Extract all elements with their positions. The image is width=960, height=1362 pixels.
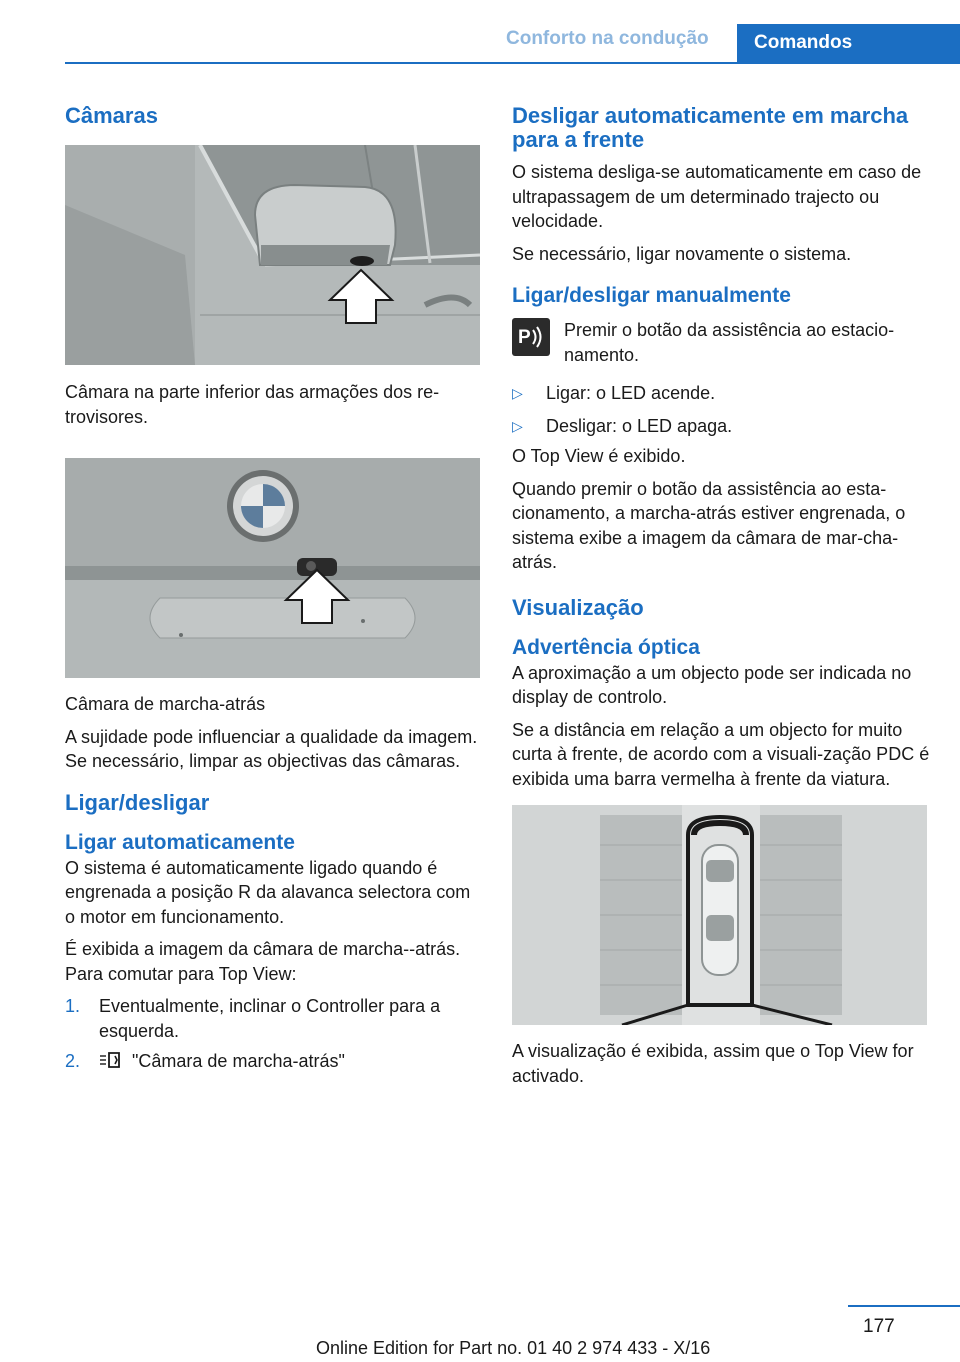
camera-symbol-icon	[99, 1050, 127, 1077]
camera-dirt-text: A sujidade pode influenciar a qualidade da imagem. Se necessário, limpar as objectivas das câmaras.	[65, 726, 478, 771]
footer-rule	[848, 1305, 960, 1307]
step-number: 1.	[65, 996, 81, 1016]
subsection-title-warning: Advertência óptica	[512, 635, 700, 659]
subsection-title-auto-on: Ligar automaticamente	[65, 830, 295, 854]
section-title-auto-off: Desligar automaticamente em marcha para a frente	[512, 103, 909, 152]
topview-text: O Top View é exibido.	[512, 446, 686, 466]
list-item	[65, 994, 483, 1043]
header-section-title: Conforto na condução	[506, 28, 709, 49]
page-number: 177	[863, 1316, 895, 1337]
top-view-image	[512, 805, 927, 1025]
section-title-cameras: Câmaras	[65, 103, 158, 128]
footer-edition: Online Edition for Part no. 01 40 2 974 433 - X/16	[316, 1338, 711, 1358]
warning-text-2: Se a distância em relação a um objecto for muito curta à frente, de acordo com a visuali‐zação PDC é exibida uma barra vermelha à frente da viatura.	[512, 719, 930, 789]
warning-text-1: A aproximação a um objecto pode ser indicada no display de controlo.	[512, 662, 912, 707]
svg-text:P: P	[518, 327, 531, 348]
view-caption: A visualização é exibida, assim que o Top View for activado.	[512, 1041, 914, 1086]
caption-mirror-camera: Câmara na parte inferior das armações dos re‐trovisores.	[65, 382, 440, 427]
manual-text: Premir o botão da assistência ao estacio‐namento.	[564, 320, 895, 365]
rear-camera-image	[65, 458, 480, 678]
list-item	[512, 381, 930, 406]
right-column	[512, 100, 930, 1088]
list-item	[512, 414, 930, 439]
steps-list	[65, 994, 483, 1077]
section-title-view: Visualização	[512, 594, 644, 620]
manual-instruction	[512, 318, 930, 367]
header-tab[interactable]: Comandos	[737, 24, 960, 62]
mirror-camera-image	[65, 145, 480, 365]
rear-image-text: É exibida a imagem da câmara de marcha-‐atrás. Para comutar para Top View:	[65, 939, 461, 984]
caption-rear-camera: Câmara de marcha-atrás	[65, 694, 266, 714]
parking-assist-button-icon	[512, 318, 550, 356]
bullet-text: Desligar: o LED apaga.	[546, 415, 733, 436]
step-text: "Câmara de marcha-atrás"	[132, 1051, 345, 1071]
step-number: 2.	[65, 1051, 81, 1071]
triangle-right-icon: ▷	[512, 385, 523, 401]
auto-off-text: O sistema desliga-se automaticamente em caso de ultrapassagem de um determinado trajecto ou velocidade.	[512, 162, 922, 231]
triangle-right-icon: ▷	[512, 417, 523, 434]
subsection-title-manual: Ligar/desligar manualmente	[512, 284, 791, 307]
reverse-text: Quando premir o botão da assistência ao esta‐cionamento, a marcha-atrás estiver engrenada, o sistema exibe a imagem da câmara de mar‐cha-atrás.	[512, 478, 906, 572]
auto-on-text: O sistema é automaticamente ligado quando é engrenada a posição R da alavanca selectora com o motor em funcionamento.	[65, 857, 471, 927]
led-list	[512, 381, 930, 438]
list-item	[65, 1049, 483, 1077]
step-text: Eventualmente, inclinar o Controller para a esquerda.	[99, 996, 441, 1041]
section-title-on-off: Ligar/desligar	[65, 789, 210, 815]
header-rule	[65, 62, 960, 64]
auto-off-text-2: Se necessário, ligar novamente o sistema.	[512, 243, 852, 264]
left-column	[65, 100, 483, 1077]
bullet-text: Ligar: o LED acende.	[546, 383, 716, 403]
